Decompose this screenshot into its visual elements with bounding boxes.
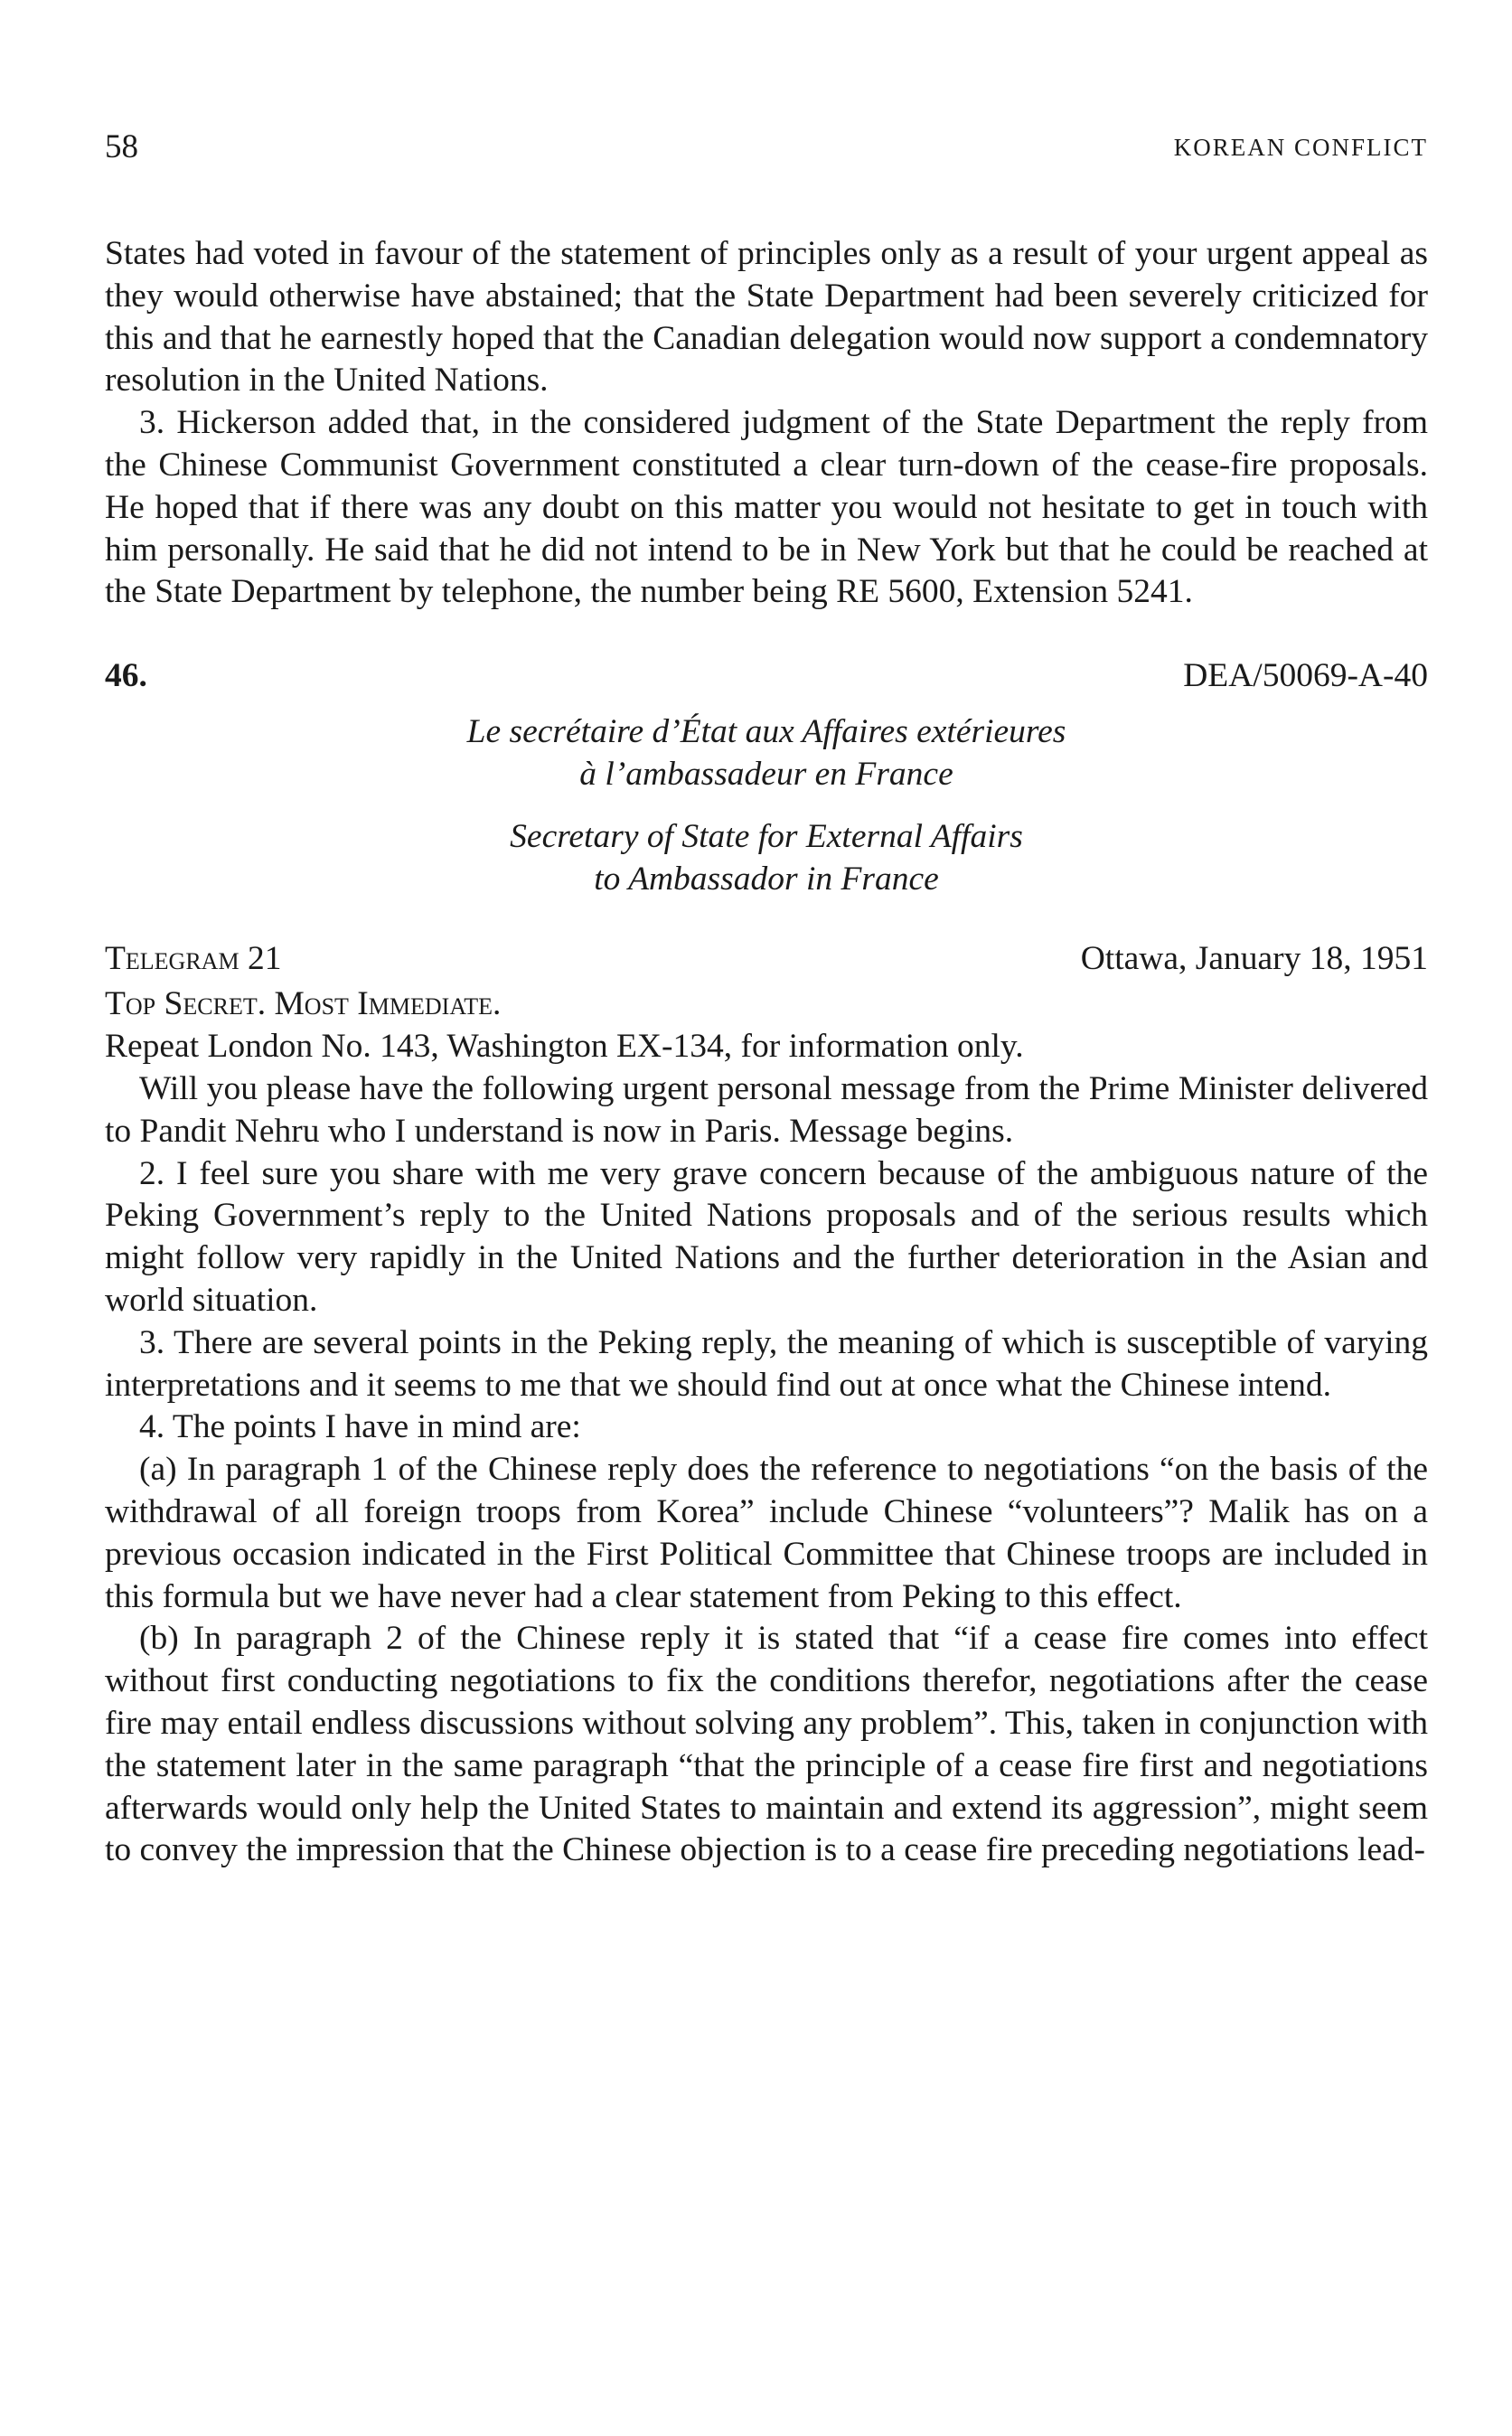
message-paragraph: 3. There are several points in the Peking reply, the meaning of which is susceptible of varying interpretations and it seems to me that we should find out at once what the Chinese intend. <box>105 1323 1428 1404</box>
classification: Top Secret. Most Immediate. <box>105 985 502 1023</box>
message-paragraph: (b) In paragraph 2 of the Chinese reply it is stated that “if a cease fire comes into effect without first conducting negotiations to fix the conditions therefor, negotiations after the cease fire may entail endless discussions without solving any problem”. This, taken in conjunction with the statement later in the same paragraph “that the principle of a cease fire first and negotiations afterwards would only help the United States to maintain and extend its aggression”, might seem to convey the impression that the Chinese objection is to a cease fire preceding negotiations lead- <box>105 1620 1428 1869</box>
telegram-line <box>105 938 1428 983</box>
document-number: 46. <box>105 657 147 695</box>
running-title: KOREAN CONFLICT <box>1173 134 1428 161</box>
title-french <box>105 711 1428 796</box>
message-paragraph: 4. The points I have in mind are: <box>139 1408 581 1446</box>
telegram-number: Telegram 21 <box>105 940 282 978</box>
title-english-line: Secretary of State for External Affairs <box>510 817 1023 855</box>
title-french-line: à l’ambassadeur en France <box>579 755 953 793</box>
place-date: Ottawa, January 18, 1951 <box>1080 940 1428 978</box>
continuation-paragraph: States had voted in favour of the statement of principles only as a result of your urgent appeal as they would otherwise have abstained; that the State Department had been severely criticized for this and that he earnestly hoped that the Canadian delegation would now support a condemnatory resolution in the United Nations. <box>105 235 1428 400</box>
continuation-paragraph: 3. Hickerson added that, in the considered judgment of the State Department the reply from the Chinese Communist Government constituted a clear turn-down of the cease-fire proposals. He hoped that if there was any doubt on this matter you would not hesitate to get in touch with him personally. He said that he did not intend to be in New York but that he could be reached at the State Department by telephone, the number being RE 5600, Extension 5241. <box>105 404 1428 611</box>
document-heading <box>105 655 1428 701</box>
document-reference: DEA/50069-A-40 <box>1183 657 1428 695</box>
title-french-line: Le secrétaire d’État aux Affaires extérieures <box>466 713 1066 751</box>
page-number: 58 <box>105 128 138 165</box>
repeat-line: Repeat London No. 143, Washington EX-134, for information only. <box>105 1028 1024 1066</box>
message-paragraph: Will you please have the following urgent personal message from the Prime Minister delivered to Pandit Nehru who I understand is now in Paris. Message begins. <box>105 1069 1428 1150</box>
title-english-line: to Ambassador in France <box>594 860 939 898</box>
message-paragraph: (a) In paragraph 1 of the Chinese reply does the reference to negotiations “on the basis of the withdrawal of all foreign troops from Korea” include Chinese “volunteers”? Malik has on a previous occasion indicated in the First Political Committee that Chinese troops are included in this formula but we have never had a clear statement from Peking to this effect. <box>105 1451 1428 1615</box>
page-body <box>105 233 1428 1872</box>
running-head <box>105 125 1428 170</box>
title-english <box>105 816 1428 901</box>
message-paragraph: 2. I feel sure you share with me very grave concern because of the ambiguous nature of the Peking Government’s reply to the United Nations proposals and of the serious results which might follow very rapidly in the United Nations and the further deterioration in the Asian and world situation. <box>105 1154 1428 1319</box>
